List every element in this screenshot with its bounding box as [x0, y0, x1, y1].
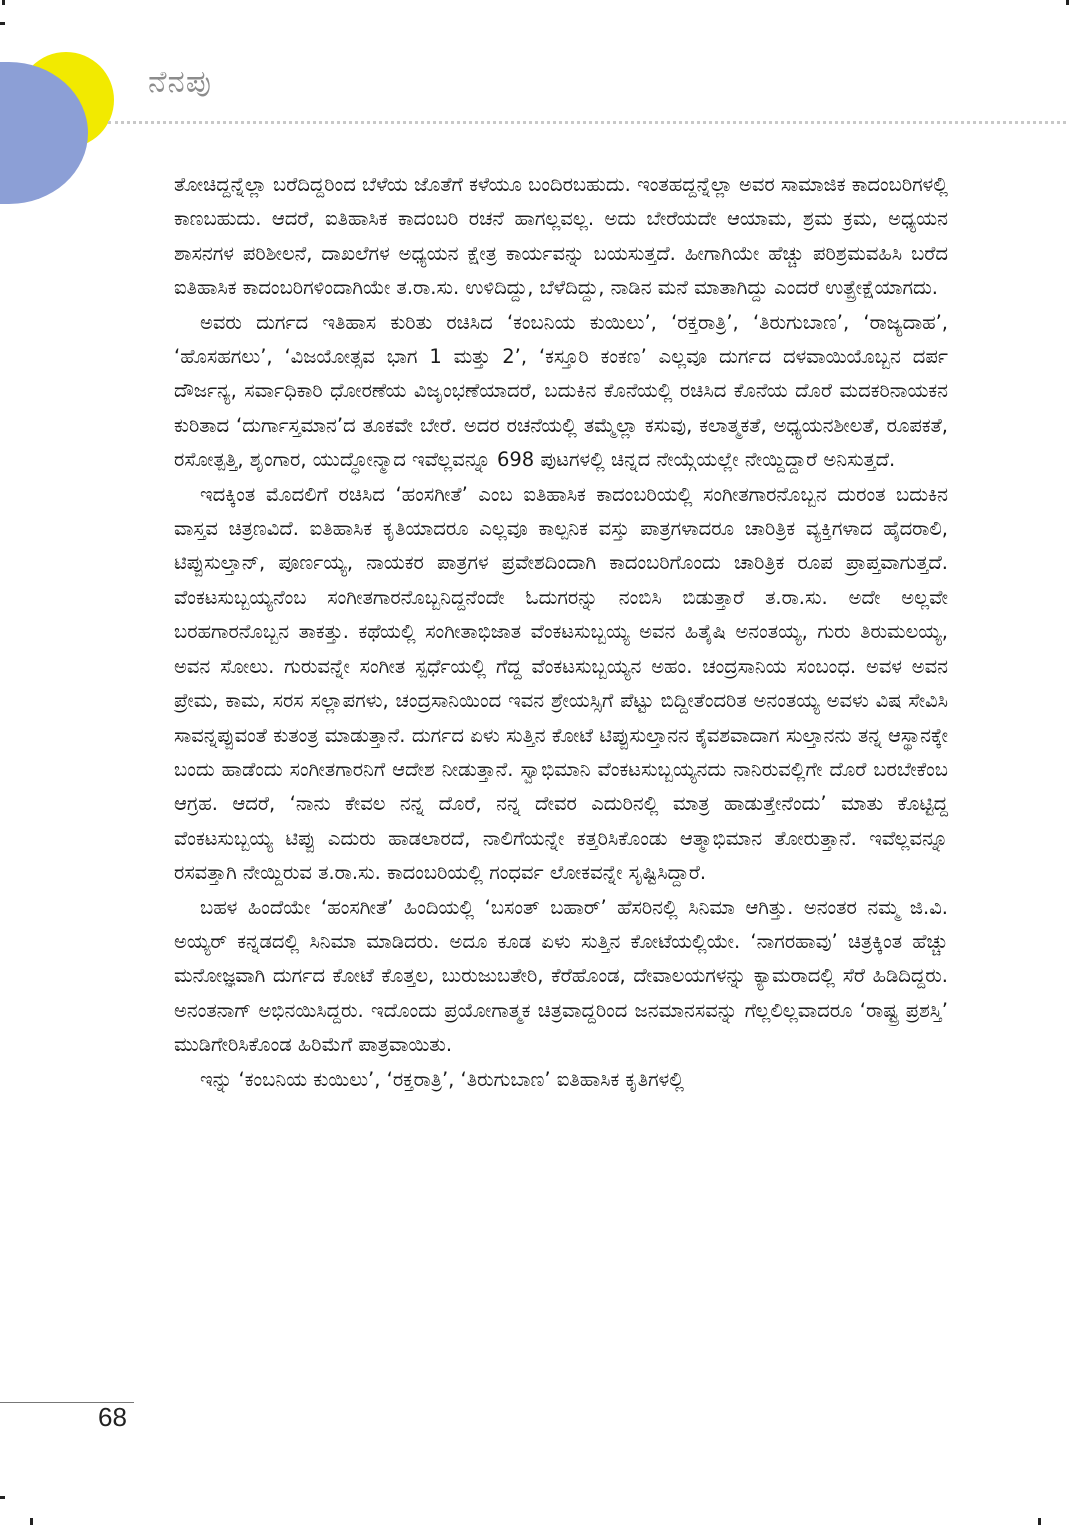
crop-mark [0, 22, 5, 25]
paragraph: ಇದಕ್ಕಿಂತ ಮೊದಲಿಗೆ ರಚಿಸಿದ ‘ಹಂಸಗೀತೆ’ ಎಂಬ ಐತಿಹಾಸಿಕ ಕಾದಂಬರಿಯಲ್ಲಿ ಸಂಗೀತಗಾರನೊಬ್ಬನ ದುರಂತ ಬದುಕಿನ ವಾಸ್ತವ ಚಿತ್ರಣವಿದೆ. ಐತಿಹಾಸಿಕ ಕೃತಿಯಾದರೂ ಎಲ್ಲವೂ ಕಾಲ್ಪನಿಕ ವಸ್ತು ಪಾತ್ರಗಳಾದರೂ ಚಾರಿತ್ರಿಕ ವ್ಯಕ್ತಿಗಳಾದ ಹೈದರಾಲಿ, ಟಿಪ್ಪುಸುಲ್ತಾನ್, ಪೂರ್ಣಯ್ಯ, ನಾಯಕರ ಪಾತ್ರಗಳ ಪ್ರವೇಶದಿಂದಾಗಿ ಕಾದಂಬರಿಗೊಂದು ಚಾರಿತ್ರಿಕ ರೂಪ ಪ್ರಾಪ್ತವಾಗುತ್ತದೆ. ವೆಂಕಟಸುಬ್ಬಯ್ಯನೆಂಬ ಸಂಗೀತಗಾರನೊಬ್ಬನಿದ್ದನೆಂದೇ ಓದುಗರನ್ನು ನಂಬಿಸಿ ಬಿಡುತ್ತಾರೆ ತ.ರಾ.ಸು. ಅದೇ ಅಲ್ಲವೇ ಬರಹಗಾರನೊಬ್ಬನ ತಾಕತ್ತು. ಕಥೆಯಲ್ಲಿ ಸಂಗೀತಾಭಿಜಾತ ವೆಂಕಟಸುಬ್ಬಯ್ಯ ಅವನ ಹಿತೈಷಿ ಅನಂತಯ್ಯ, ಗುರು ತಿರುಮಲಯ್ಯ, ಅವನ ಸೋಲು. ಗುರುವನ್ನೇ ಸಂಗೀತ ಸ್ಪರ್ಧೆಯಲ್ಲಿ ಗೆದ್ದ ವೆಂಕಟಸುಬ್ಬಯ್ಯನ ಅಹಂ. ಚಂದ್ರಸಾನಿಯ ಸಂಬಂಧ. ಅವಳ ಅವನ ಪ್ರೇಮ, ಕಾಮ, ಸರಸ ಸಲ್ಲಾಪಗಳು, ಚಂದ್ರಸಾನಿಯಿಂದ ಇವನ ಶ್ರೇಯಸ್ಸಿಗೆ ಪೆಟ್ಟು ಬಿದ್ದೀತೆಂದರಿತ ಅನಂತಯ್ಯ ಅವಳು ವಿಷ ಸೇವಿಸಿ ಸಾವನ್ನಪ್ಪುವಂತೆ ಕುತಂತ್ರ ಮಾಡುತ್ತಾನೆ. ದುರ್ಗದ ಏಳು ಸುತ್ತಿನ ಕೋಟೆ ಟಿಪ್ಪುಸುಲ್ತಾನನ ಕೈವಶವಾದಾಗ ಸುಲ್ತಾನನು ತನ್ನ ಆಸ್ಥಾನಕ್ಕೇ ಬಂದು ಹಾಡೆಂದು ಸಂಗೀತಗಾರನಿಗೆ ಆದೇಶ ನೀಡುತ್ತಾನೆ. ಸ್ವಾಭಿಮಾನಿ ವೆಂಕಟಸುಬ್ಬಯ್ಯನದು ನಾನಿರುವಲ್ಲಿಗೇ ದೊರೆ ಬರಬೇಕೆಂಬ ಆಗ್ರಹ. ಆದರೆ, ‘ನಾನು ಕೇವಲ ನನ್ನ ದೊರೆ, ನನ್ನ ದೇವರ ಎದುರಿನಲ್ಲಿ ಮಾತ್ರ ಹಾಡುತ್ತೇನೆಂದು’ ಮಾತು ಕೊಟ್ಟಿದ್ದ ವೆಂಕಟಸುಬ್ಬಯ್ಯ ಟಿಪ್ಪು ಎದುರು ಹಾಡಲಾರದೆ, ನಾಲಿಗೆಯನ್ನೇ ಕತ್ತರಿಸಿಕೊಂಡು ಆತ್ಮಾಭಿಮಾನ ತೋರುತ್ತಾನೆ. ಇವೆಲ್ಲವನ್ನೂ ರಸವತ್ತಾಗಿ ನೇಯ್ದಿರುವ ತ.ರಾ.ಸು. ಕಾದಂಬರಿಯಲ್ಲಿ ಗಂಧರ್ವ ಲೋಕವನ್ನೇ ಸೃಷ್ಟಿಸಿದ್ದಾರೆ. [174, 482, 948, 885]
crop-mark [2, 0, 5, 5]
crop-mark [1038, 1518, 1041, 1525]
paragraph: ಬಹಳ ಹಿಂದೆಯೇ ‘ಹಂಸಗೀತೆ’ ಹಿಂದಿಯಲ್ಲಿ ‘ಬಸಂತ್ ಬಹಾರ್’ ಹೆಸರಿನಲ್ಲಿ ಸಿನಿಮಾ ಆಗಿತ್ತು. ಅನಂತರ ನಮ್ಮ ಜಿ.ವಿ. ಅಯ್ಯರ್ ಕನ್ನಡದಲ್ಲಿ ಸಿನಿಮಾ ಮಾಡಿದರು. ಅದೂ ಕೂಡ ಏಳು ಸುತ್ತಿನ ಕೋಟೆಯಲ್ಲಿಯೇ. ‘ನಾಗರಹಾವು’ ಚಿತ್ರಕ್ಕಿಂತ ಹೆಚ್ಚು ಮನೋಜ್ಞವಾಗಿ ದುರ್ಗದ ಕೋಟೆ ಕೊತ್ತಲ, ಬುರುಜುಬತೇರಿ, ಕೆರೆಹೊಂಡ, ದೇವಾಲಯಗಳನ್ನು ಕ್ಯಾಮರಾದಲ್ಲಿ ಸೆರೆ ಹಿಡಿದಿದ್ದರು. ಅನಂತನಾಗ್ ಅಭಿನಯಿಸಿದ್ದರು. ಇದೊಂದು ಪ್ರಯೋಗಾತ್ಮಕ ಚಿತ್ರವಾದ್ದರಿಂದ ಜನಮಾನಸವನ್ನು ಗೆಲ್ಲಲಿಲ್ಲವಾದರೂ ‘ರಾಷ್ಟ್ರ ಪ್ರಶಸ್ತಿ’ ಮುಡಿಗೇರಿಸಿಕೊಂಡ ಹಿರಿಮೆಗೆ ಪಾತ್ರವಾಯಿತು. [174, 895, 948, 1057]
paragraph: ಅವರು ದುರ್ಗದ ಇತಿಹಾಸ ಕುರಿತು ರಚಿಸಿದ ‘ಕಂಬನಿಯ ಕುಯಿಲು’, ‘ರಕ್ತರಾತ್ರಿ’, ‘ತಿರುಗುಬಾಣ’, ‘ರಾಜ್ಯದಾಹ’, ‘ಹೊಸಹಗಲು’, ‘ವಿಜಯೋತ್ಸವ ಭಾಗ 1 ಮತ್ತು 2’, ‘ಕಸ್ತೂರಿ ಕಂಕಣ’ ಎಲ್ಲವೂ ದುರ್ಗದ ದಳವಾಯಿಯೊಬ್ಬನ ದರ್ಪ ದೌರ್ಜನ್ಯ, ಸರ್ವಾಧಿಕಾರಿ ಧೋರಣೆಯ ವಿಜೃಂಭಣೆಯಾದರೆ, ಬದುಕಿನ ಕೊನೆಯಲ್ಲಿ ರಚಿಸಿದ ಕೊನೆಯ ದೊರೆ ಮದಕರಿನಾಯಕನ ಕುರಿತಾದ ‘ದುರ್ಗಾಸ್ತಮಾನ’ದ ತೂಕವೇ ಬೇರೆ. ಅದರ ರಚನೆಯಲ್ಲಿ ತಮ್ಮೆಲ್ಲಾ ಕಸುವು, ಕಲಾತ್ಮಕತೆ, ಅಧ್ಯಯನಶೀಲತೆ, ರೂಪಕತೆ, ರಸೋತ್ಪತ್ತಿ, ಶೃಂಗಾರ, ಯುದ್ಧೋನ್ಮಾದ ಇವೆಲ್ಲವನ್ನೂ 698 ಪುಟಗಳಲ್ಲಿ ಚಿನ್ನದ ನೇಯ್ಗೆಯಲ್ಲೇ ನೇಯ್ದಿದ್ದಾರೆ ಅನಿಸುತ್ತದೆ. [174, 310, 948, 472]
paragraph: ತೋಚಿದ್ದನ್ನೆಲ್ಲಾ ಬರೆದಿದ್ದರಿಂದ ಬೆಳೆಯ ಜೊತೆಗೆ ಕಳೆಯೂ ಬಂದಿರಬಹುದು. ಇಂತಹದ್ದನ್ನೆಲ್ಲಾ ಅವರ ಸಾಮಾಜಿಕ ಕಾದಂಬರಿಗಳಲ್ಲಿ ಕಾಣಬಹುದು. ಆದರೆ, ಐತಿಹಾಸಿಕ ಕಾದಂಬರಿ ರಚನೆ ಹಾಗಲ್ಲವಲ್ಲ. ಅದು ಬೇರೆಯದೇ ಆಯಾಮ, ಶ್ರಮ ಕ್ರಮ, ಅಧ್ಯಯನ ಶಾಸನಗಳ ಪರಿಶೀಲನೆ, ದಾಖಲೆಗಳ ಅಧ್ಯಯನ ಕ್ಷೇತ್ರ ಕಾರ್ಯವನ್ನು ಬಯಸುತ್ತದೆ. ಹೀಗಾಗಿಯೇ ಹೆಚ್ಚು ಪರಿಶ್ರಮವಹಿಸಿ ಬರೆದ ಐತಿಹಾಸಿಕ ಕಾದಂಬರಿಗಳಿಂದಾಗಿಯೇ ತ.ರಾ.ಸು. ಉಳಿದಿದ್ದು, ಬೆಳೆದಿದ್ದು, ನಾಡಿನ ಮನೆ ಮಾತಾಗಿದ್ದು ಎಂದರೆ ಉತ್ಪ್ರೇಕ್ಷೆಯಾಗದು. [174, 173, 948, 300]
dotted-divider [108, 121, 1066, 124]
running-title: ನೆನಪು [148, 64, 212, 100]
crop-mark [1066, 0, 1069, 5]
crop-mark [30, 1518, 33, 1525]
paragraph: ಇನ್ನು ‘ಕಂಬನಿಯ ಕುಯಿಲು’, ‘ರಕ್ತರಾತ್ರಿ’, ‘ತಿರುಗುಬಾಣ’ ಐತಿಹಾಸಿಕ ಕೃತಿಗಳಲ್ಲಿ [200, 1067, 684, 1091]
crop-mark [0, 1496, 5, 1499]
body-text [174, 168, 948, 1097]
page-number: 68 [98, 1402, 127, 1432]
